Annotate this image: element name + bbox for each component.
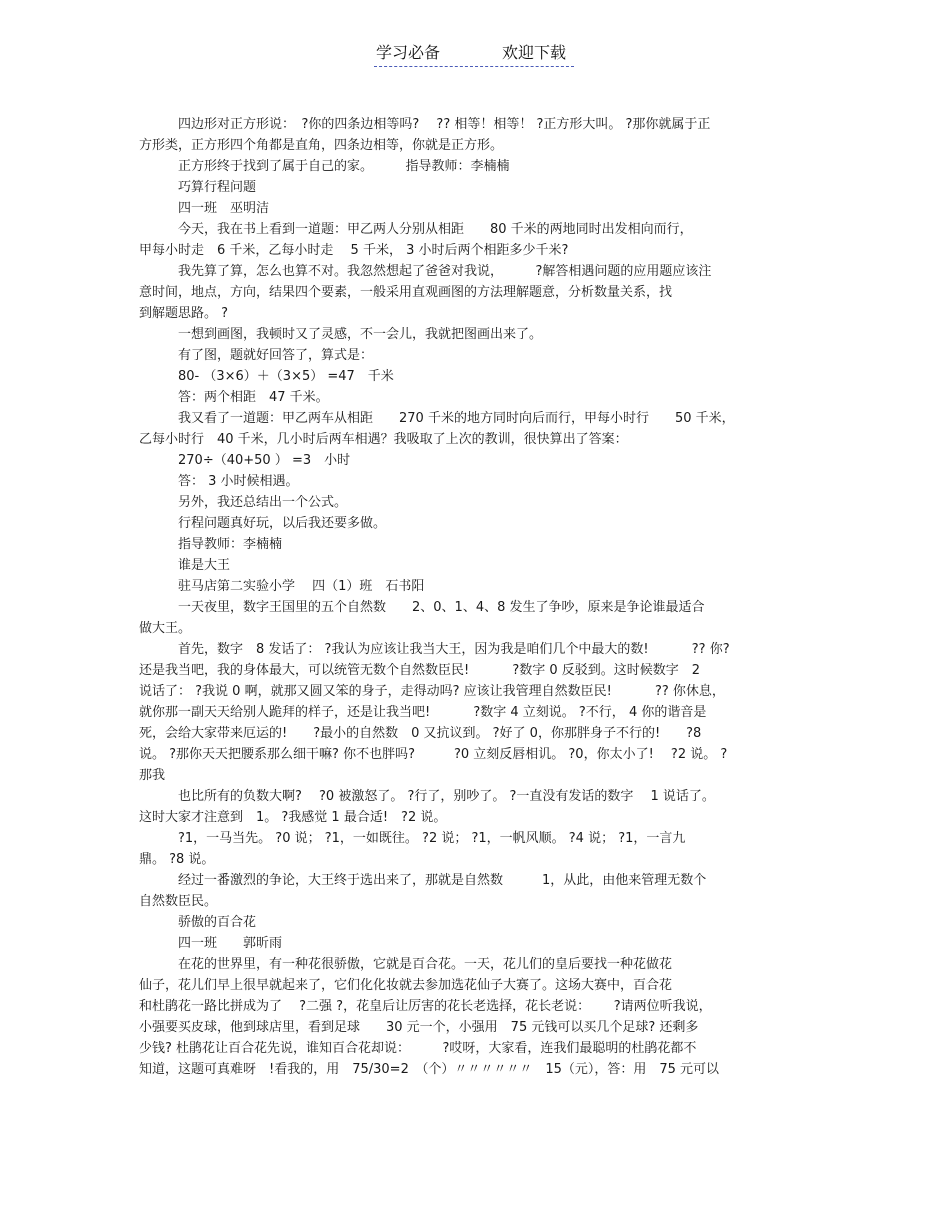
- text-line: 死，会给大家带来厄运的! ?最小的自然数 0 又抗议到。 ?好了 0，你那胖身子不行的! ?8: [139, 726, 702, 741]
- text-line: 这时大家才注意到 1。 ?我感觉 1 最合适! ?2 说。: [139, 810, 447, 825]
- text-line: 方形类，正方形四个角都是直角，四条边相等，你就是正方形。: [139, 138, 504, 153]
- text-line: 做大王。: [139, 621, 192, 636]
- text-line: 骄傲的百合花: [178, 915, 257, 930]
- text-line: 四边形对正方形说： ?你的四条边相等吗? ?? 相等！相等！ ?正方形大叫。 ?那你就属于正: [178, 117, 711, 132]
- text-line: 答：两个相距 47 千米。: [178, 390, 329, 405]
- text-line: 自然数臣民。: [139, 894, 218, 909]
- header-left-text: 学习必备: [376, 43, 441, 62]
- text-line: 巧算行程问题: [178, 180, 257, 195]
- text-line: 一想到画图，我顿时又了灵感，不一会儿，我就把图画出来了。: [178, 327, 543, 342]
- text-line: 80- （3×6）＋（3×5） =47 千米: [178, 369, 394, 384]
- text-line: 说。 ?那你天天把腰系那么细干嘛? 你不也胖吗? ?0 立刻反唇相讥。 ?0，你太小了! ?2 说。 ?: [139, 747, 728, 762]
- text-line: 四一班 郭昕雨: [178, 936, 283, 951]
- text-line: 我又看了一道题：甲乙两车从相距 270 千米的地方同时向后而行，甲每小时行 50 千米，: [178, 411, 735, 426]
- text-line: 那我: [139, 768, 166, 783]
- text-line: 知道，这题可真难呀 !看我的，用 75/30=2 （个）〃〃〃〃〃〃 15（元），答：用 75 元可以: [139, 1062, 720, 1077]
- text-line: 也比所有的负数大啊? ?0 被激怒了。 ?行了，别吵了。 ?一直没有发话的数字 1 说话了。: [178, 789, 715, 804]
- text-line: 答： 3 小时候相遇。: [178, 474, 299, 489]
- text-line: 行程问题真好玩，以后我还要多做。: [178, 516, 387, 531]
- text-line: 正方形终于找到了属于自己的家。 指导教师：李楠楠: [178, 159, 510, 174]
- text-line: 少钱? 杜鹃花让百合花先说，谁知百合花却说： ?哎呀，大家看，连我们最聪明的杜鹃花都不: [139, 1041, 697, 1056]
- text-line: 驻马店第二实验小学 四（1）班 石书阳: [178, 579, 425, 594]
- text-line: 另外，我还总结出一个公式。: [178, 495, 348, 510]
- text-line: 一天夜里，数字王国里的五个自然数 2、0、1、4、8 发生了争吵，原来是争论谁最适合: [178, 600, 705, 615]
- text-line: 仙子，花儿们早上很早就起来了，它们化化妆就去参加选花仙子大赛了。这场大赛中，百合花: [139, 978, 673, 993]
- text-line: 270÷（40+50 ） =3 小时: [178, 453, 351, 468]
- page-header: [374, 40, 574, 67]
- text-line: 今天，我在书上看到一道题：甲乙两人分别从相距 80 千米的两地同时出发相向而行，: [178, 222, 693, 237]
- text-line: 鼎。 ?8 说。: [139, 852, 215, 867]
- text-line: 四一班 巫明洁: [178, 201, 270, 216]
- text-line: 还是我当吧，我的身体最大，可以统管无数个自然数臣民! ?数字 0 反驳到。这时候数字 2: [139, 663, 701, 678]
- text-line: 有了图，题就好回答了，算式是：: [178, 348, 374, 363]
- text-line: 就你那一副天天给别人跪拜的样子，还是让我当吧! ?数字 4 立刻说。 ?不行， 4 你的谐音是: [139, 705, 707, 720]
- text-line: 甲每小时走 6 千米，乙每小时走 5 千米， 3 小时后两个相距多少千米?: [139, 243, 569, 258]
- text-line: 意时间，地点，方向，结果四个要素，一般采用直观画图的方法理解题意，分析数量关系，找: [139, 285, 673, 300]
- text-line: 说话了： ?我说 0 啊，就那又圆又笨的身子，走得动吗? 应该让我管理自然数臣民! ?? 你休息，: [139, 684, 725, 699]
- text-line: 谁是大王: [178, 558, 231, 573]
- text-line: 到解题思路。 ?: [139, 306, 229, 321]
- text-line: 小强要买皮球，他到球店里，看到足球 30 元一个，小强用 75 元钱可以买几个足球? 还剩多: [139, 1020, 699, 1035]
- text-line: 乙每小时行 40 千米，几小时后两车相遇？我吸取了上次的教训，很快算出了答案：: [139, 432, 628, 447]
- text-line: 经过一番激烈的争论，大王终于选出来了，那就是自然数 1，从此，由他来管理无数个: [178, 873, 707, 888]
- text-line: 首先，数字 8 发话了： ?我认为应该让我当大王，因为我是咱们几个中最大的数! ?? 你?: [178, 642, 730, 657]
- text-line: ?1，一马当先。 ?0 说； ?1，一如既往。 ?2 说； ?1，一帆风顺。 ?4 说； ?1，一言九: [178, 831, 686, 846]
- text-line: 在花的世界里，有一种花很骄傲，它就是百合花。一天，花儿们的皇后要找一种花做花: [178, 957, 673, 972]
- text-line: 和杜鹃花一路比拼成为了 ?二强 ?，花皇后让厉害的花长老选择，花长老说： ?请两位听我说，: [139, 999, 712, 1014]
- text-line: 我先算了算，怎么也算不对。我忽然想起了爸爸对我说， ?解答相遇问题的应用题应该注: [178, 264, 712, 279]
- text-line: 指导教师：李楠楠: [178, 537, 283, 552]
- header-right-text: 欢迎下载: [502, 43, 567, 62]
